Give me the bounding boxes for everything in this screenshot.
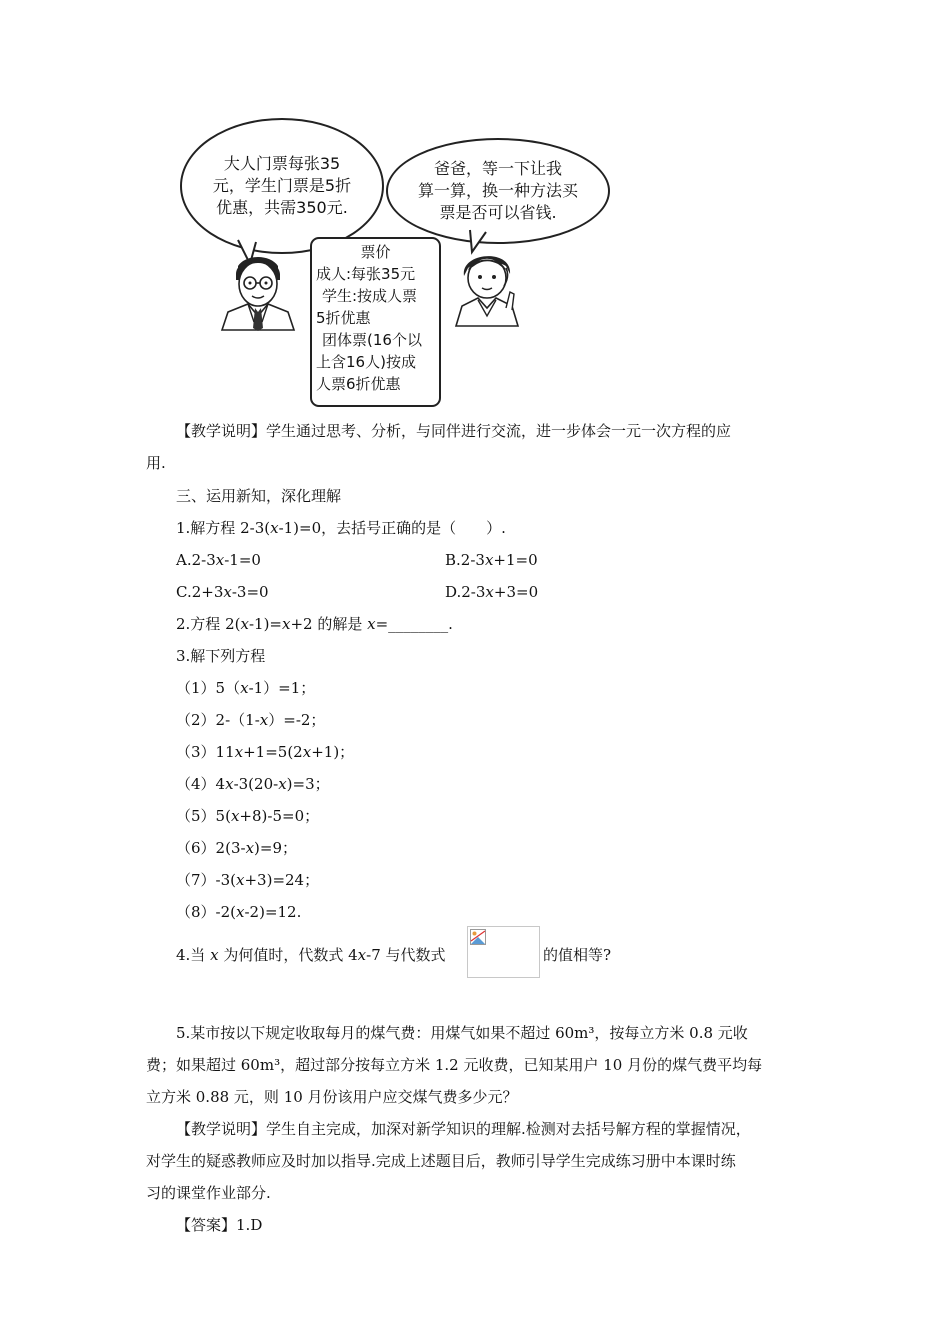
- eq-text: （3）11: [176, 743, 235, 761]
- eq-text: （7）-3(: [176, 871, 237, 889]
- eq-text: )=9；: [254, 839, 297, 857]
- question-2: [176, 613, 453, 635]
- option-text: A.2-3: [176, 551, 216, 569]
- q1-option-a: [176, 549, 261, 571]
- teaching-note-2-line: 习的课堂作业部分.: [146, 1184, 271, 1202]
- broken-image-placeholder: [467, 926, 540, 978]
- teaching-note-1-cont: 用.: [146, 454, 166, 472]
- teaching-note-2: [176, 1118, 751, 1140]
- variable: x: [484, 551, 494, 569]
- variable: x: [367, 615, 376, 633]
- variable: x: [236, 903, 245, 921]
- option-text: -3=0: [231, 583, 269, 601]
- broken-image-icon: [470, 929, 486, 945]
- variable: x: [236, 871, 245, 889]
- option-text: B.2-3: [445, 551, 485, 569]
- eq-text: （1）5（: [176, 679, 241, 697]
- question-1: [176, 517, 506, 539]
- teaching-note-text: 学生自主完成，加深对新学知识的理解.检测对去括号解方程的掌握情况，: [266, 1120, 751, 1138]
- equation-item: [176, 709, 325, 731]
- eq-text: +1)；: [311, 743, 355, 761]
- q4-text: 4.当: [176, 946, 211, 964]
- variable: x: [282, 615, 291, 633]
- eq-text: -2)=12.: [244, 903, 302, 921]
- father-illustration-icon: [218, 250, 298, 332]
- option-text: D.2-3: [445, 583, 486, 601]
- price-board-line: 团体票(16个以: [322, 331, 422, 349]
- variable: x: [485, 583, 494, 601]
- answer-label: 【答案】: [176, 1216, 237, 1234]
- child-speech-line: 爸爸，等一下让我: [433, 159, 562, 178]
- question-5-line: 5.某市按以下规定收取每月的煤气费：用煤气如果不超过 60m³，按每立方米 0.8 元收: [176, 1024, 748, 1042]
- variable: x: [230, 807, 240, 825]
- q2-text: 2.方程 2(: [176, 615, 241, 633]
- question-5-line: 立方米 0.88 元，则 10 月份该用户应交煤气费多少元？: [146, 1088, 518, 1106]
- eq-text: （2）2-（1-: [176, 711, 260, 729]
- q1-stem: -1)=0，去括号正确的是（ ）.: [278, 519, 506, 537]
- variable: x: [245, 839, 255, 857]
- eq-text: )=3；: [286, 775, 330, 793]
- ticket-price-board: [310, 237, 441, 407]
- teaching-note-1: [176, 420, 731, 442]
- teaching-note-label: 【教学说明】: [176, 1120, 267, 1138]
- q2-text: +2 的解是: [290, 615, 368, 633]
- price-board-line: 上含16人)按成: [316, 353, 416, 371]
- price-board-line: 5折优惠: [316, 309, 371, 327]
- child-speech-line: 票是否可以省钱.: [439, 203, 557, 222]
- eq-text: +3)=24；: [244, 871, 320, 889]
- teaching-note-2-line: 对学生的疑惑教师应及时加以指导.完成上述题目后，教师引导学生完成练习册中本课时练: [146, 1152, 736, 1170]
- variable: x: [225, 775, 234, 793]
- price-board-line: 成人:每张35元: [316, 265, 416, 283]
- option-text: -1=0: [224, 551, 261, 569]
- question-3-heading: 3.解下列方程: [176, 647, 266, 665]
- price-board-line: 人票6折优惠: [316, 375, 401, 393]
- equation-item: [176, 773, 330, 795]
- q1-option-d: [445, 581, 538, 603]
- variable: x: [215, 551, 225, 569]
- equation-item: [176, 741, 354, 763]
- answer-text: 1.D: [236, 1216, 263, 1234]
- q1-option-c: [176, 581, 269, 603]
- q4-text: -7 与代数式: [366, 946, 446, 964]
- q4-text: 为何值时，代数式 4: [218, 946, 358, 964]
- option-text: +3=0: [493, 583, 539, 601]
- variable: x: [240, 615, 249, 633]
- variable: x: [259, 711, 269, 729]
- price-board-title: 票价: [360, 243, 391, 261]
- variable: x: [357, 946, 367, 964]
- q1-stem: 1.解方程 2-3(: [176, 519, 271, 537]
- eq-text: -3(20-: [233, 775, 279, 793]
- eq-text: +8)-5=0；: [239, 807, 320, 825]
- variable: x: [210, 946, 219, 964]
- q1-option-b: [445, 549, 538, 571]
- variable: x: [270, 519, 279, 537]
- question-4-end: 的值相等?: [543, 946, 612, 964]
- adult-speech-bubble: [180, 118, 384, 254]
- option-text: +1=0: [493, 551, 538, 569]
- eq-text: （8）-2(: [176, 903, 237, 921]
- variable: x: [278, 775, 287, 793]
- teaching-note-label: 【教学说明】: [176, 422, 267, 440]
- variable: x: [234, 743, 244, 761]
- equation-item: [176, 837, 297, 859]
- equation-item: [176, 901, 301, 923]
- eq-text: （4）4: [176, 775, 226, 793]
- child-speech-line: 算一算，换一种方法买: [417, 181, 578, 200]
- eq-text: （5）5(: [176, 807, 231, 825]
- eq-text: -1）=1；: [248, 679, 316, 697]
- child-illustration-icon: [448, 246, 528, 328]
- price-board-line: 学生:按成人票: [322, 287, 418, 305]
- q2-text: -1)=: [248, 615, 282, 633]
- teaching-note-text: 学生通过思考、分析，与同伴进行交流，进一步体会一元一次方程的应: [266, 422, 732, 440]
- eq-text: ）=-2；: [268, 711, 326, 729]
- equation-item: [176, 805, 319, 827]
- adult-speech-line: 元，学生门票是5折: [212, 176, 352, 195]
- adult-speech-line: 大人门票每张35: [223, 154, 341, 173]
- eq-text: （6）2(3-: [176, 839, 246, 857]
- q2-answer-blank: =________.: [375, 615, 453, 633]
- adult-speech-line: 优惠，共需350元.: [216, 198, 348, 217]
- variable: x: [223, 583, 232, 601]
- question-5-line: 费；如果超过 60m³，超过部分按每立方米 1.2 元收费，已知某用户 10 月份的煤气费平均每: [146, 1056, 763, 1074]
- equation-item: [176, 869, 319, 891]
- variable: x: [240, 679, 249, 697]
- question-4: [176, 944, 446, 966]
- section-heading: 三、运用新知，深化理解: [176, 487, 342, 505]
- equation-item: [176, 677, 315, 699]
- variable: x: [302, 743, 312, 761]
- answer-line: [176, 1214, 262, 1236]
- eq-text: +1=5(2: [243, 743, 303, 761]
- option-text: C.2+3: [176, 583, 224, 601]
